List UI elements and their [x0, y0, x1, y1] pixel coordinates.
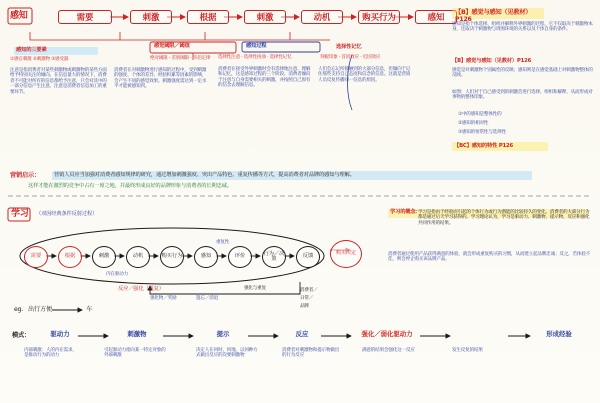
- model-step-2[interactable]: 提示: [216, 330, 230, 338]
- right-ref2: 【BC】感知的特性 P126: [454, 143, 513, 149]
- col3-heading: 感知过程: [246, 43, 267, 49]
- col2-sub: 绝对阈限 · 差别阈限 · 韦伯定律: [150, 56, 211, 61]
- right-note-label: 如图：人们对于自己感受到的刺激会进行选择、组织和解释，从而形成对事物的整体印象。: [452, 90, 593, 101]
- model-note-4: 满意的结果会强化这一反应: [362, 348, 415, 353]
- model-step-4[interactable]: 强化／弱化驱动力: [361, 330, 413, 338]
- model-step-3[interactable]: 反应: [295, 330, 309, 338]
- right-bullet-1: ②感知的相对性: [458, 121, 489, 126]
- col4-heading: 选择性记忆: [336, 44, 362, 50]
- feedback-left-label: 反应／强化（重复）: [118, 286, 164, 292]
- marketing-implication-label: 营销启示：: [10, 172, 40, 179]
- reinforce-label: 强化物／奖励: [150, 296, 177, 301]
- right-heading: 【B】感觉与感知（见教材）P126: [455, 9, 532, 24]
- model-step-1[interactable]: 刺激物: [127, 330, 147, 338]
- learning-concept-body2: 消费者通过使用产品获得满意的体验，就会形成重复购买的习惯，从而建立起品牌忠诚；反之，若体验不佳，则会停止购买该品牌产品。: [388, 252, 591, 263]
- top-node-0[interactable]: 需要: [58, 10, 112, 24]
- right-ref1-body: 感觉是对刺激物个别属性的反映；感知则是在感觉基础上对刺激物整体的反映。: [452, 68, 593, 79]
- chain-node-5[interactable]: 感知: [194, 246, 218, 268]
- model-note-1: 引起驱动力指向某一特定对象的外部刺激: [104, 348, 166, 359]
- top-node-4[interactable]: 动机: [301, 10, 343, 24]
- col1-body: 注意是指消费者对某些刺激物或刺激物的某些方面给予特别关注的倾向。在信息量大的情况下，消费者不可能对所有的信息都给予注意，只会对其中的一部分信息产生注意。注意是消费者信息加工的重要环节。: [10, 68, 107, 95]
- section-title-learning: 学习: [11, 209, 29, 219]
- chain-node-8[interactable]: 反馈: [296, 246, 320, 268]
- col2-heading: 感觉阈限／阈值: [154, 43, 190, 49]
- chain-node-1[interactable]: 根据: [58, 246, 82, 268]
- top-node-5[interactable]: 购买行为: [358, 10, 400, 24]
- extinction-label: 遗忘／消退: [196, 296, 218, 301]
- model-note-3: 消费者对刺激物和提示物做出的行为反应: [282, 348, 340, 359]
- model-note-5: 发生反复的结果: [452, 348, 483, 353]
- right-ref1: 【B】感觉与感知（见教材）P126: [452, 58, 532, 64]
- top-node-6[interactable]: 感知: [415, 10, 457, 24]
- marketing-implication-text: 营销人员应当加强对消费者感知规律的研究，通过增加刺激强度、突出产品特色、重复传播等方式，提高消费者对品牌的感知与理解。: [54, 172, 355, 178]
- model-label: 模式：: [12, 332, 30, 339]
- right-intro-text: 感知是指个体选择、组织并解释外界刺激的过程，它不仅取决于刺激物本身，还取决于刺激物与周围环境的关系以及个体自身的条件。: [452, 22, 593, 33]
- chain-node-3[interactable]: 动机: [126, 246, 150, 268]
- inner-drive-label: 内在驱动力: [106, 272, 128, 277]
- top-node-1[interactable]: 刺激: [130, 10, 172, 24]
- learning-concept-heading: 学习的概念：: [390, 209, 421, 215]
- chain-node-2[interactable]: 刺激: [92, 246, 116, 268]
- chain-node-6[interactable]: 评价: [228, 246, 252, 268]
- section-title-perception: 感知: [10, 11, 28, 21]
- col1-sub: ①感官刺激 ②刺激物 ③感受器: [10, 57, 69, 62]
- chain-node-7[interactable]: 行为／决策: [262, 246, 286, 268]
- right-bullet-2: ③感知的恒常性与选择性: [458, 130, 506, 135]
- side-note-1: 日常／: [300, 296, 314, 301]
- chain-node-4[interactable]: 购买行为: [160, 246, 184, 268]
- side-note-0: 消费者／: [300, 288, 318, 293]
- right-bullet-0: ①中的感知是整体性的: [458, 112, 502, 117]
- eg-label: eg.: [14, 306, 24, 313]
- section-subtitle-learning: （双因经典条件反射过程）: [36, 211, 98, 217]
- model-note-0: 内部刺激：人的内在需求，是推动行为的动力: [24, 348, 77, 359]
- model-note-2: 决定人在何时、何地、以何种方式做出反应的次要刺激物: [196, 348, 258, 359]
- side-note-2: 品牌: [300, 304, 309, 309]
- eg-text: 出行方便: [28, 306, 52, 313]
- col1-heading: 感知的三要素: [16, 47, 47, 53]
- col3-sub: 选择性注意 · 选择性扭曲 · 选择性记忆: [218, 55, 292, 60]
- model-step-0[interactable]: 驱动力: [50, 330, 70, 338]
- chain-node-0[interactable]: 需要: [24, 246, 48, 268]
- eg-arrow-text: 车: [86, 306, 92, 313]
- top-node-3[interactable]: 刺激: [244, 10, 286, 24]
- col4-sub: 刻板印象 · 首因效应 · 近因效应: [320, 55, 381, 60]
- learning-concept-body: 学习是指由于经验而引起的个体行为或行为潜能的比较持久的变化。消费者的大部分行为都是通过后天学习获得的。学习理论认为，学习是驱动力、刺激物、提示物、反应和强化共同作用的结果。: [418, 210, 590, 226]
- col2-body: 消费者在对刺激物进行感知的过程中，受到刺激的强度、个体的差异、经验积累等因素的影响，会产生不同的感觉效果。刺激强度需达到一定水平才能被感知到。: [114, 68, 207, 90]
- marketing-implication-tail: 这样才能在激烈的竞争中占有一席之地，并最终形成良好的品牌形象与消费者的长期忠诚。: [28, 183, 232, 189]
- model-step-5[interactable]: 形成经验: [546, 330, 572, 338]
- repeat-label: 重复性: [216, 240, 230, 245]
- chain-node-9[interactable]: 购买决定: [330, 240, 362, 268]
- col4-body: 人们会忘记所接触到的大部分信息，但倾向于记住那些支持自己态度和信念的信息。这就是营销人员反复传播同一信息的原因。: [318, 67, 411, 83]
- col3-body: 消费者在接受外界刺激时会有选择地注意、理解和记忆，这是感知过程的三个阶段。消费者倾向于注意与自身需要相关的刺激，并按照自己原有的信念去理解信息。: [218, 67, 311, 89]
- top-node-2[interactable]: 根据: [187, 10, 229, 24]
- arrow-label: 强化与重复: [244, 286, 266, 291]
